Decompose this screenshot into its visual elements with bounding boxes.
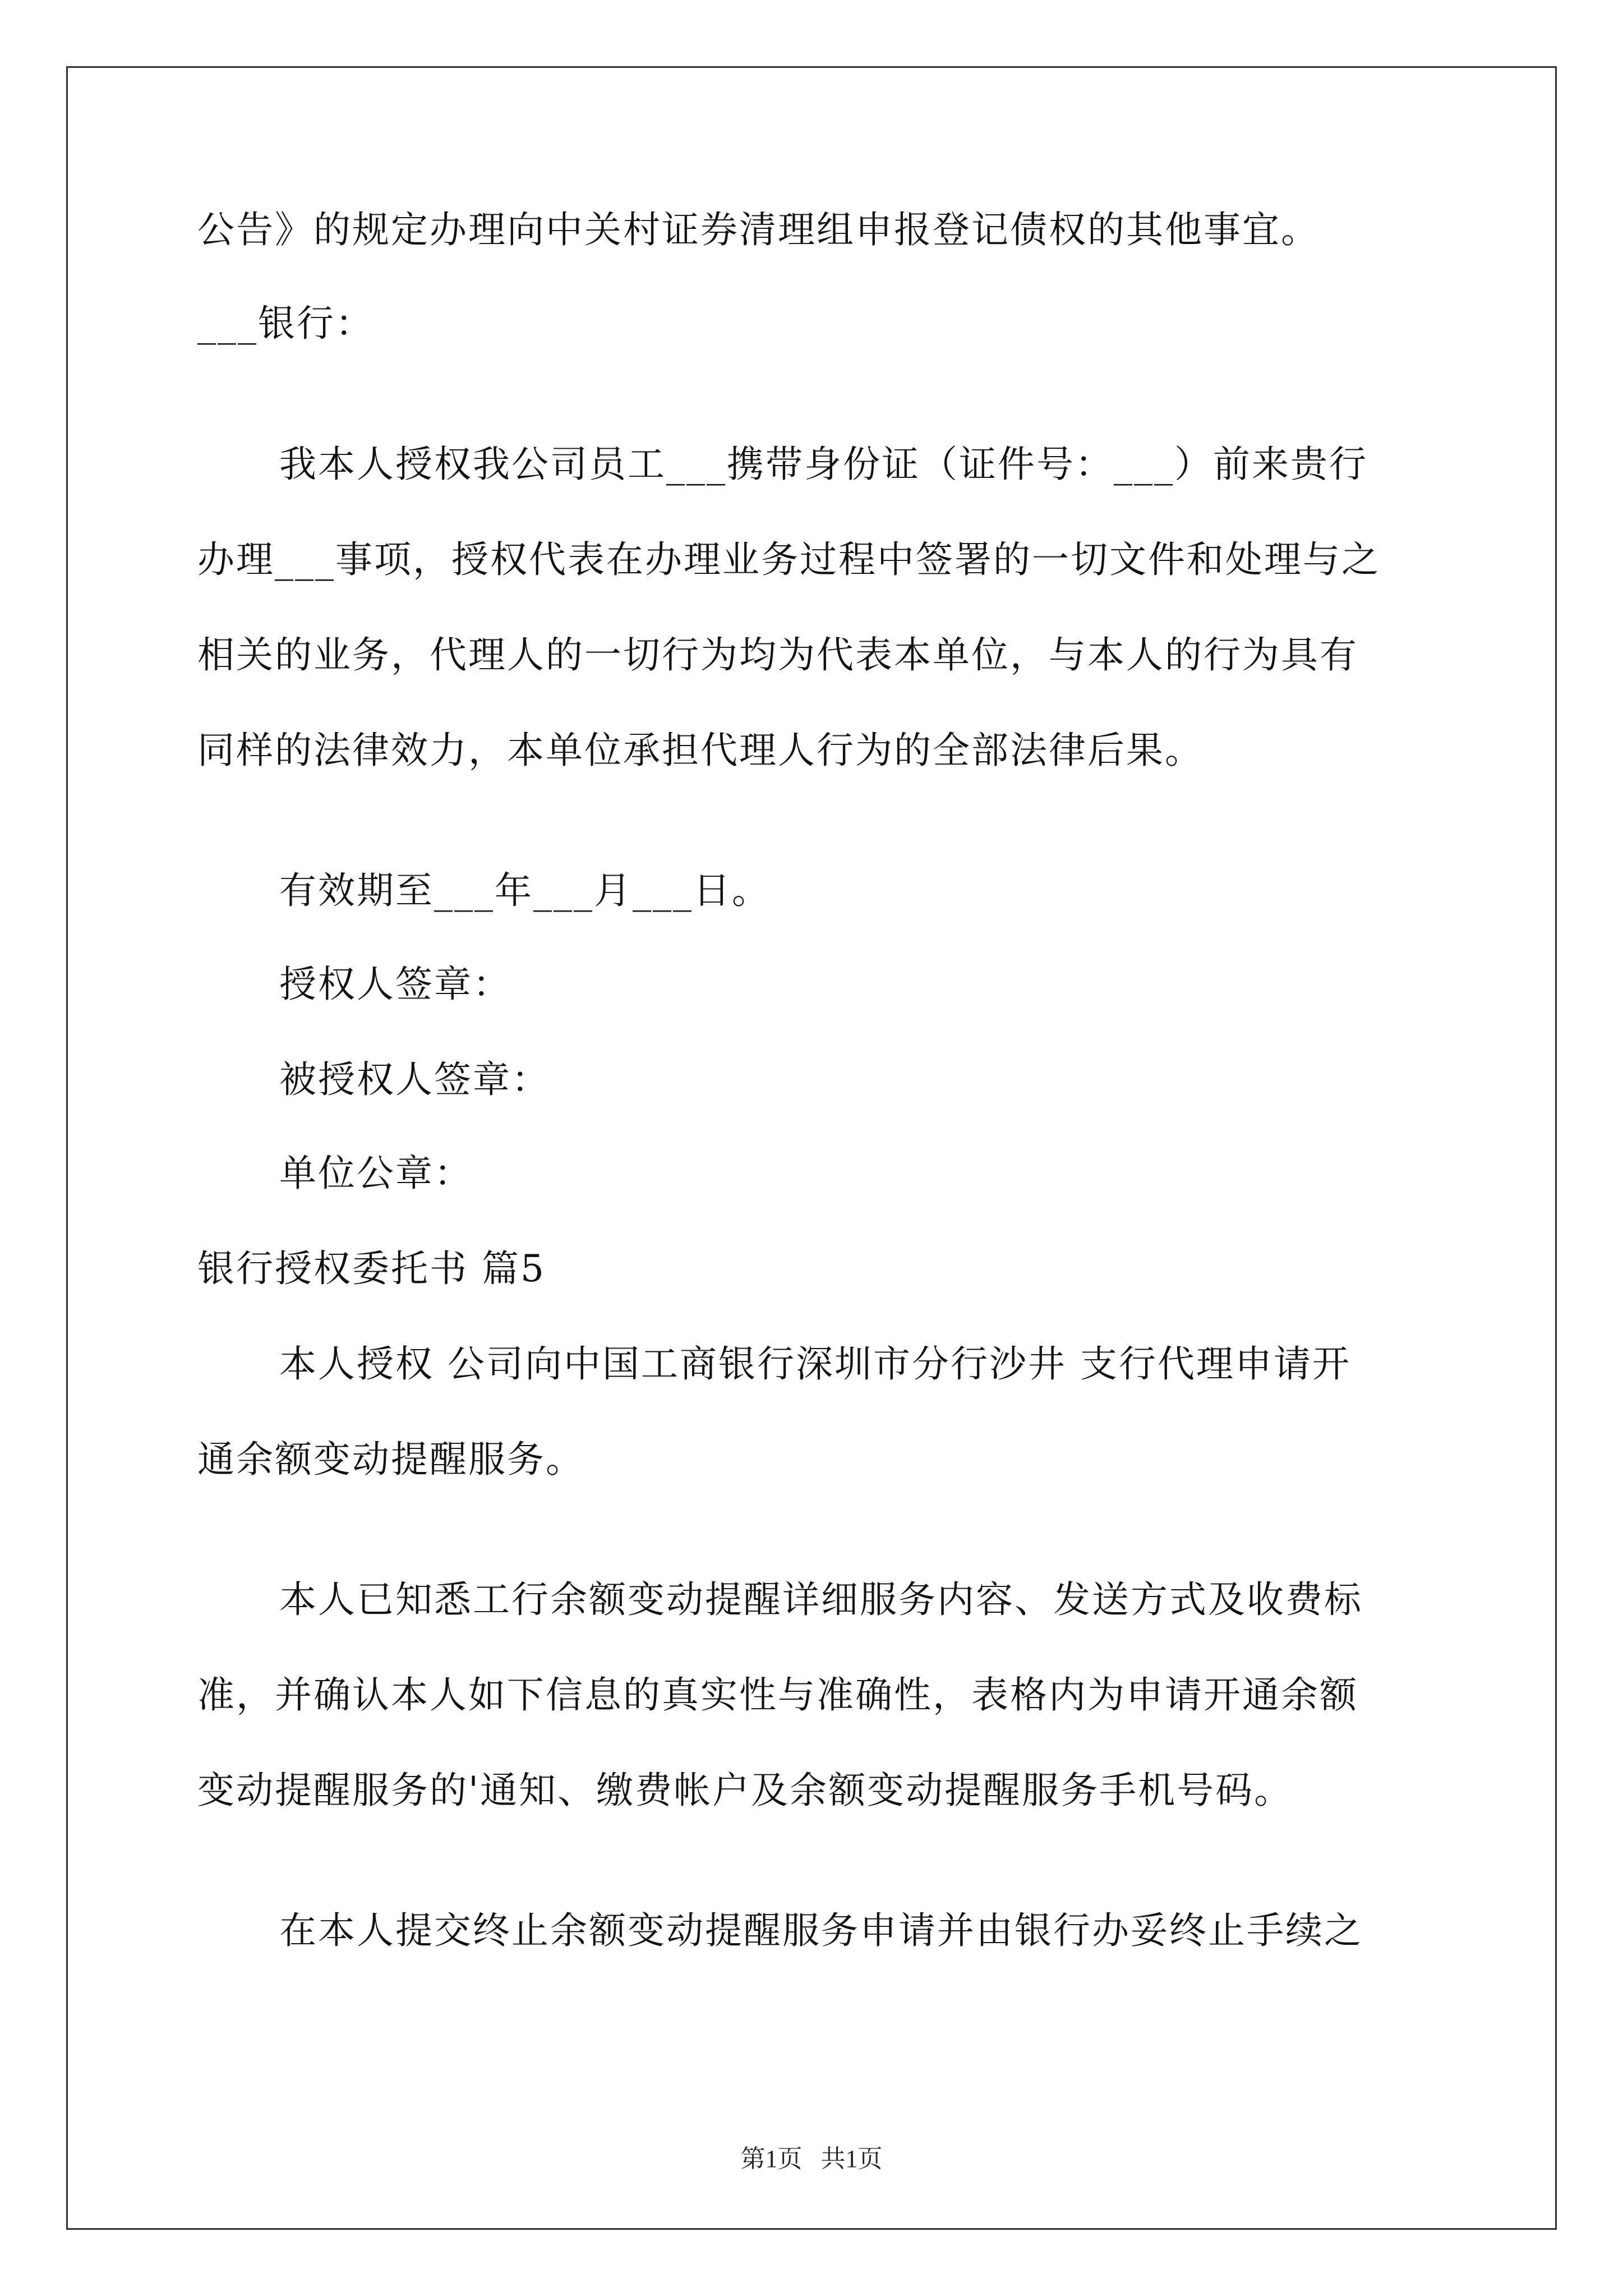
signature-line-grantee: 被授权人签章： bbox=[279, 1058, 550, 1101]
paragraph-line: 准，并确认本人如下信息的真实性与准确性，表格内为申请开通余额 bbox=[197, 1673, 1358, 1717]
paragraph-line: 公告》的规定办理向中关村证券清理组申报登记债权的其他事宜。 bbox=[197, 208, 1320, 251]
signature-line-grantor: 授权人签章： bbox=[279, 963, 511, 1006]
company-seal-line: 单位公章： bbox=[279, 1152, 473, 1195]
paragraph-line: 通余额变动提醒服务。 bbox=[197, 1438, 584, 1481]
validity-line: 有效期至___年___月___日。 bbox=[279, 869, 771, 912]
page-number: 第1页 共1页 bbox=[740, 2145, 883, 2173]
addressee-line: ___银行： bbox=[197, 302, 374, 345]
section-heading: 银行授权委托书 篇5 bbox=[197, 1247, 546, 1290]
paragraph-line: 相关的业务，代理人的一切行为均为代表本单位，与本人的行为具有 bbox=[197, 633, 1358, 677]
paragraph-line: 本人已知悉工行余额变动提醒详细服务内容、发送方式及收费标 bbox=[279, 1578, 1363, 1621]
page-border bbox=[66, 66, 1557, 2230]
paragraph-line: 变动提醒服务的'通知、缴费帐户及余额变动提醒服务手机号码。 bbox=[197, 1769, 1293, 1812]
paragraph-line: 同样的法律效力，本单位承担代理人行为的全部法律后果。 bbox=[197, 729, 1204, 772]
paragraph-line: 本人授权 公司向中国工商银行深圳市分行沙井 支行代理申请开 bbox=[279, 1342, 1351, 1386]
paragraph-line: 在本人提交终止余额变动提醒服务申请并由银行办妥终止手续之 bbox=[279, 1909, 1363, 1952]
paragraph-line: 我本人授权我公司员工___携带身份证（证件号：___）前来贵行 bbox=[279, 443, 1368, 486]
paragraph-line: 办理___事项，授权代表在办理业务过程中签署的一切文件和处理与之 bbox=[197, 538, 1380, 581]
